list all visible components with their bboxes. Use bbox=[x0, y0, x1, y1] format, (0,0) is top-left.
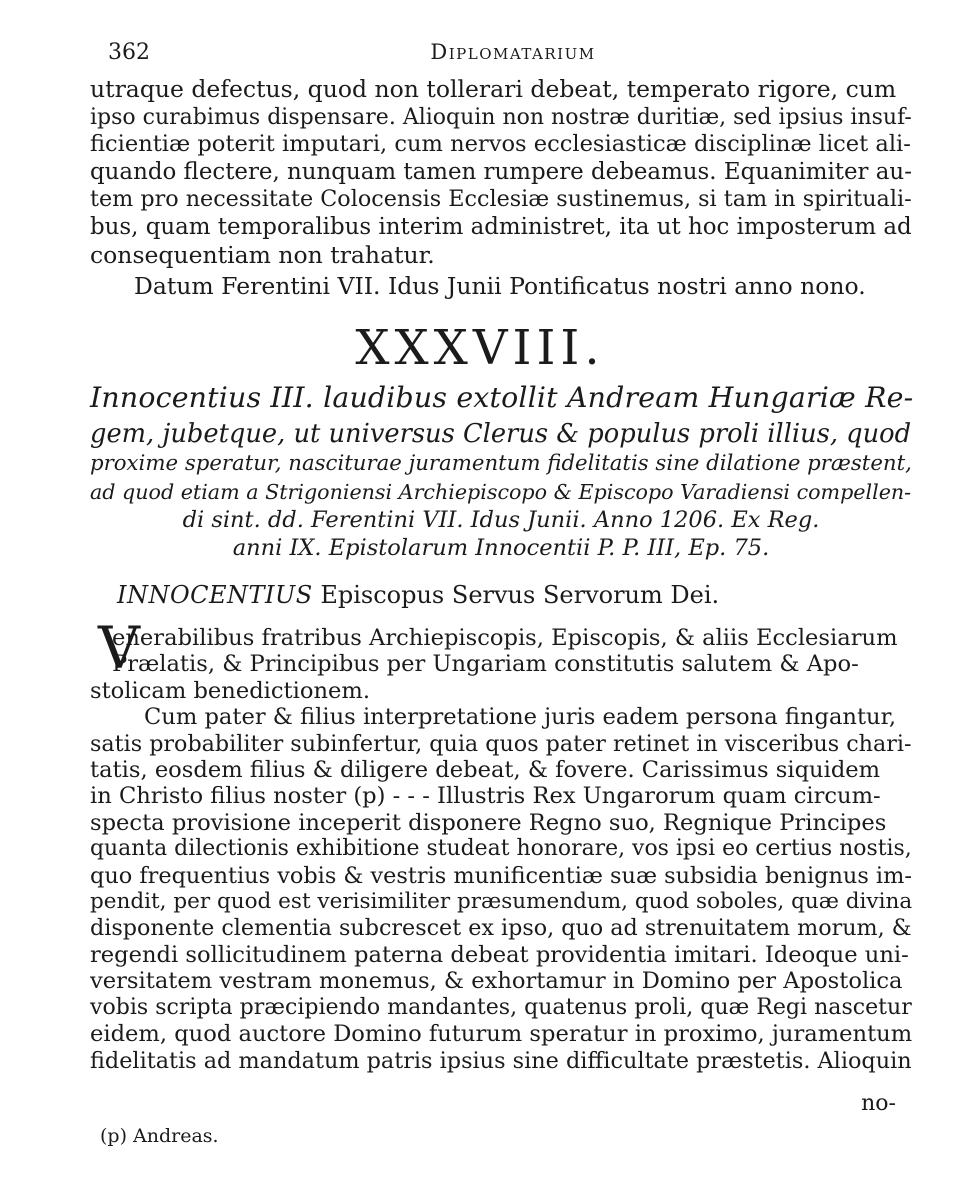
summary-line: proxime speratur, nasciturae juramentum fidelitatis sine dilatione præstent, bbox=[90, 451, 912, 476]
text-line: vobis scripta præcipiendo mandantes, quatenus proli, quæ Regi nascetur bbox=[90, 994, 912, 1020]
dating-clause: Datum Ferentini VII. Idus Junii Pontificatus nostri anno nono. bbox=[134, 272, 866, 300]
text-line: tem pro necessitate Colocensis Ecclesiæ sustinemus, si tam in spirituali- bbox=[90, 186, 912, 213]
text-line: specta provisione inceperit disponere Regno suo, Regnique Principes bbox=[90, 809, 887, 836]
text-line: bus, quam temporalibus interim administret, ita ut hoc imposterum ad bbox=[90, 213, 912, 240]
salutation bbox=[117, 581, 719, 609]
page-number: 362 bbox=[108, 40, 150, 65]
drop-cap: V bbox=[98, 614, 140, 682]
text-line: eidem, quod auctore Domino futurum speratur in proximo, juramentum bbox=[90, 1021, 913, 1048]
text-line: versitatem vestram monemus, & exhortamur in Domino per Apostolica bbox=[90, 968, 903, 995]
previous-document-text bbox=[90, 76, 912, 269]
summary-line: gem, jubetque, ut universus Clerus & populus proli illius, quod bbox=[90, 419, 912, 449]
text-line: quanta dilectionis exhibitione studeat honorare, vos ipsi eo certius nostis, bbox=[90, 836, 912, 862]
text-line: in Christo filius noster (p) - - - Illustris Rex Ungarorum quam circum- bbox=[90, 783, 881, 810]
text-line: Cum pater & filius interpretatione juris eadem persona fingantur, bbox=[144, 704, 897, 731]
summary-line: di sint. dd. Ferentini VII. Idus Junii. Anno 1206. Ex Reg. bbox=[182, 507, 820, 533]
text-line: consequentiam non trahatur. bbox=[90, 240, 435, 269]
salutation-name: INNOCENTIUS bbox=[117, 581, 313, 609]
text-line: quando flectere, nunquam tamen rumpere debeamus. Equanimiter au- bbox=[90, 158, 912, 185]
text-line: enerabilibus fratribus Archiepiscopis, Episcopis, & aliis Ecclesiarum bbox=[112, 625, 898, 651]
summary-line: ad quod etiam a Strigoniensi Archiepiscopo & Episcopo Varadiensi compellen- bbox=[90, 480, 912, 504]
text-line: utraque defectus, quod non tollerari debeat, temperato rigore, cum bbox=[90, 75, 897, 103]
text-line: Prælatis, & Principibus per Ungariam constitutis salutem & Apo- bbox=[112, 651, 859, 678]
text-line: stolicam benedictionem. bbox=[90, 677, 370, 704]
text-line: pendit, per quod est verisimiliter præsumendum, quod soboles, quæ divina bbox=[90, 889, 913, 915]
salutation-title: Episcopus Servus Servorum Dei. bbox=[320, 581, 720, 609]
summary-line: Innocentius III. laudibus extollit Andream Hungariæ Re- bbox=[90, 381, 914, 414]
document-summary bbox=[90, 377, 912, 562]
text-line: regendi sollicitudinem paterna debeat providentia imitari. Ideoque uni- bbox=[90, 941, 909, 968]
text-line: disponente clementia subcrescet ex ipso, quo ad strenuitatem morum, & bbox=[90, 915, 912, 942]
letter-body bbox=[90, 625, 912, 1074]
footnote: (p) Andreas. bbox=[100, 1125, 219, 1147]
summary-line: anni IX. Epistolarum Innocentii P. P. III, Ep. 75. bbox=[232, 535, 770, 561]
document-number: XXXVIII. bbox=[355, 320, 605, 376]
catchword: no- bbox=[861, 1091, 896, 1116]
text-line: satis probabiliter subinfertur, quia quos pater retinet in visceribus chari- bbox=[90, 730, 912, 757]
text-line: tatis, eosdem filius & diligere debeat, & fovere. Carissimus siquidem bbox=[90, 757, 881, 784]
text-line: quo frequentius vobis & vestris munificentiæ suæ subsidia benignus im- bbox=[90, 862, 912, 889]
page-header bbox=[108, 40, 918, 70]
running-title: Diplomatarium bbox=[430, 40, 596, 64]
text-line: fidelitatis ad mandatum patris ipsius sine difficultate præstetis. Alioquin bbox=[90, 1047, 912, 1074]
text-line: ipso curabimus dispensare. Alioquin non nostræ duritiæ, sed ipsius insuf- bbox=[90, 104, 912, 130]
text-line: ficientiæ poterit imputari, cum nervos ecclesiasticæ disciplinæ licet ali- bbox=[90, 131, 911, 158]
